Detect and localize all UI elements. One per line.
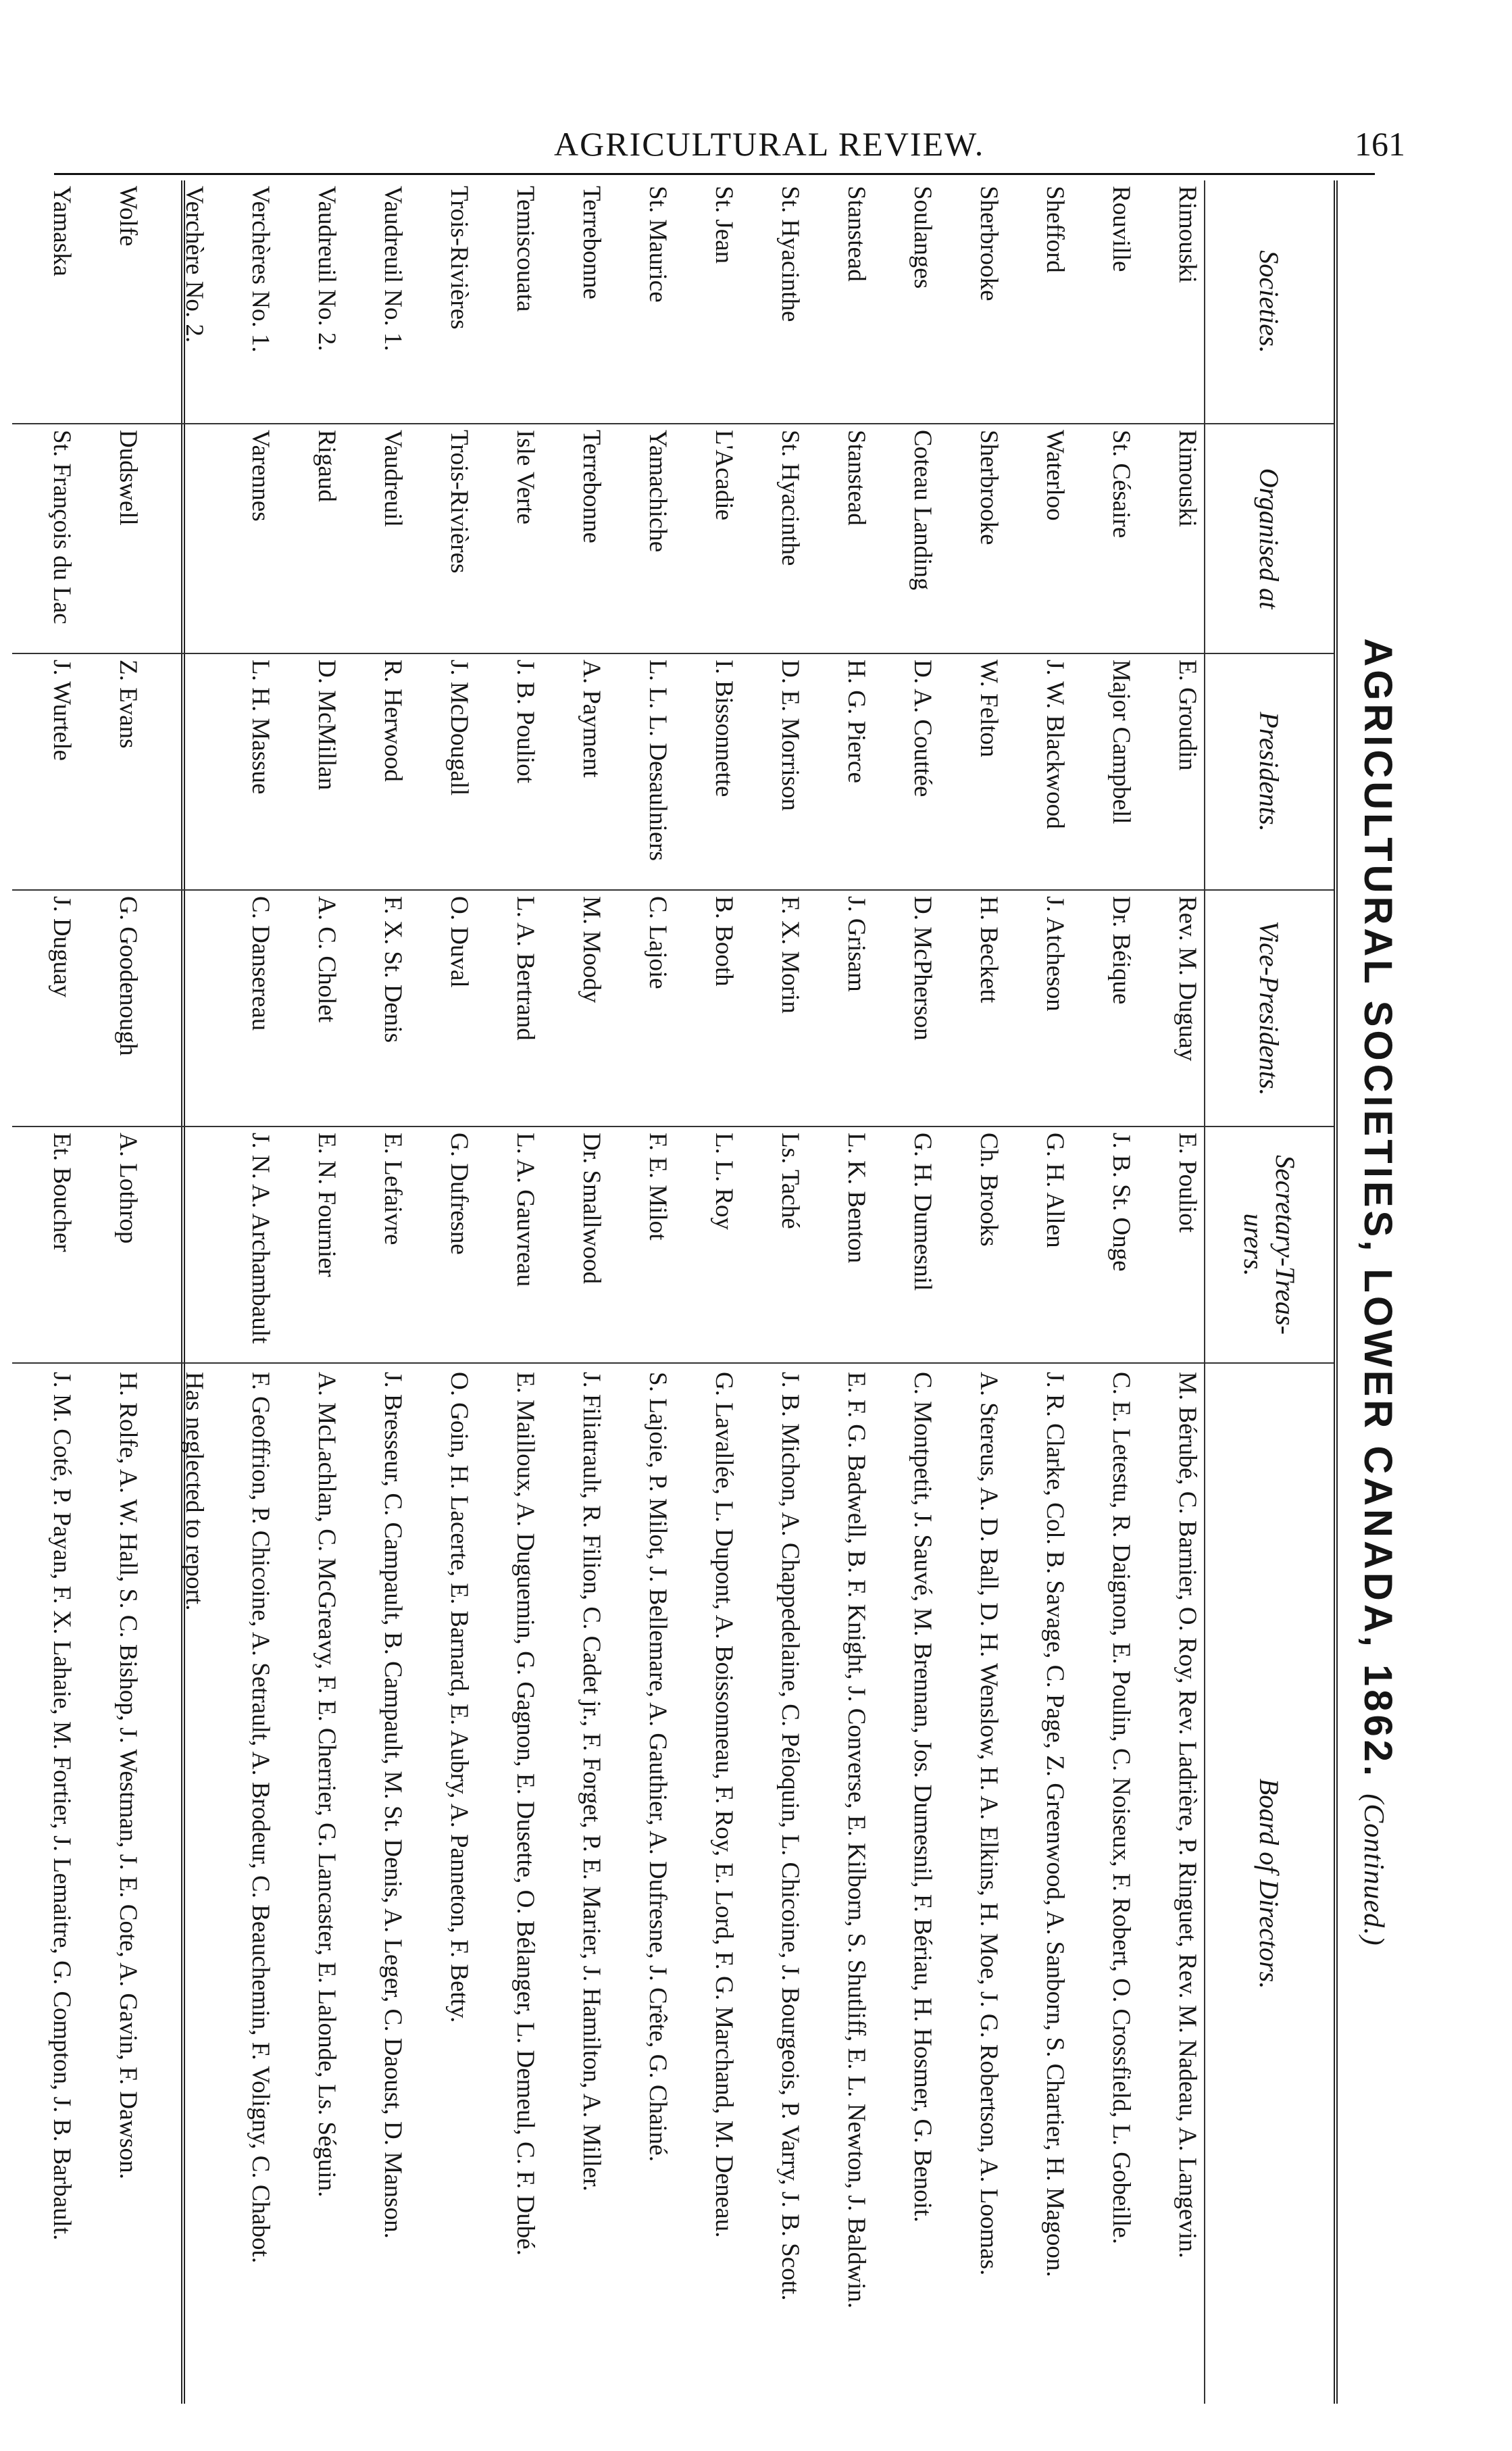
cell-society (939, 180, 1005, 424)
cell-organised-at-text: Vaudreuil (379, 430, 407, 527)
cell-secretary-treasurer (1005, 1127, 1072, 1363)
cell-president (807, 653, 873, 890)
cell-organised-at-text: Coteau Landing (909, 430, 936, 591)
cell-organised-at-text: Dudswell (114, 430, 142, 526)
column-header-societies: Societies. (1205, 180, 1334, 424)
cell-vice-president (1005, 890, 1072, 1127)
cell-president-text: D. A. Couttée (909, 660, 936, 797)
cell-vice-president (476, 890, 542, 1127)
cell-vice-president (542, 890, 608, 1127)
cell-president (873, 653, 939, 890)
cell-organised-at (873, 424, 939, 653)
cell-society (12, 180, 78, 424)
cell-board-of-directors-text: O. Goin, H. Lacerte, E. Barnard, E. Aubry, A. Panneton, F. Betty. (445, 1372, 473, 2023)
cell-secretary-treasurer (343, 1127, 409, 1363)
table-title-suffix: (Continued.) (1358, 1793, 1389, 1946)
cell-secretary-treasurer (12, 1127, 78, 1363)
cell-secretary-treasurer (277, 1127, 343, 1363)
cell-society-text: Rouville (1107, 186, 1135, 272)
cell-secretary-treasurer (211, 1127, 277, 1363)
cell-board-of-directors (1138, 1363, 1205, 2404)
cell-secretary-treasurer (608, 1127, 674, 1363)
cell-organised-at (674, 424, 740, 653)
cell-board-of-directors-text: J. R. Clarke, Col. B. Savage, C. Page, Z. Greenwood, A. Sanborn, S. Chartier, H. Magoon. (1041, 1372, 1069, 2277)
column-header-board-of-directors: Board of Directors. (1205, 1363, 1334, 2404)
cell-president (1138, 653, 1205, 890)
table-row (1138, 180, 1205, 2404)
cell-board-of-directors-text: J. M. Coté, P. Payan, F. X. Lahaie, M. Fortier, J. Lemaitre, G. Compton, J. B. Barbault. (48, 1372, 76, 2241)
cell-vice-president (807, 890, 873, 1127)
cell-society-text: Sherbrooke (975, 186, 1003, 301)
cell-organised-at (1138, 424, 1205, 653)
cell-board-of-directors-text: J. B. Michon, A. Chappedelaine, C. Péloquin, L. Chicoine, J. Bourgeois, P. Varry, J. B. Scott. (776, 1372, 804, 2301)
cell-secretary-treasurer (78, 1127, 145, 1363)
cell-president-text: J. B. Pouliot (511, 660, 539, 783)
cell-secretary-treasurer-text: L. A. Gauvreau (511, 1133, 539, 1287)
cell-president-text: A. Payment (578, 660, 605, 778)
cell-president (1005, 653, 1072, 890)
cell-society (343, 180, 409, 424)
table-row (12, 180, 78, 2404)
cell-organised-at (277, 424, 343, 653)
cell-society-text: Verchère No. 2. (180, 186, 208, 343)
cell-vice-president-text: H. Beckett (975, 896, 1003, 1004)
cell-board-of-directors (674, 1363, 740, 2404)
table-row (211, 180, 277, 2404)
cell-secretary-treasurer (674, 1127, 740, 1363)
table-row (740, 180, 807, 2404)
column-header-presidents: Presidents. (1205, 653, 1334, 890)
table-body (12, 180, 1205, 2404)
cell-vice-president (78, 890, 145, 1127)
cell-president-text: W. Felton (975, 660, 1003, 758)
cell-organised-at (608, 424, 674, 653)
table-row (343, 180, 409, 2404)
cell-vice-president (409, 890, 476, 1127)
cell-organised-at-text: L'Acadie (710, 430, 738, 521)
page-number: 161 (1355, 125, 1405, 163)
cell-society-text: Stanstead (842, 186, 870, 282)
cell-organised-at-text: Sherbrooke (975, 430, 1003, 545)
cell-board-of-directors (1005, 1363, 1072, 2404)
cell-society (211, 180, 277, 424)
cell-organised-at-text: Varennes (247, 430, 274, 522)
cell-secretary-treasurer-text: E. Pouliot (1174, 1133, 1201, 1233)
cell-society-text: Wolfe (114, 186, 142, 247)
table-row (542, 180, 608, 2404)
cell-secretary-treasurer (476, 1127, 542, 1363)
table-row (674, 180, 740, 2404)
cell-organised-at (1005, 424, 1072, 653)
cell-secretary-treasurer-text: L. L. Roy (710, 1133, 738, 1230)
cell-board-of-directors-text: S. Lajoie, P. Milot, J. Bellemare, A. Gauthier, A. Dufresne, J. Crête, G. Chainé. (644, 1372, 672, 2162)
cell-president-text: J. Wurtele (48, 660, 76, 761)
cell-secretary-treasurer-text: L. K. Benton (842, 1133, 870, 1264)
cell-board-of-directors-text: E. F. G. Badwell, B. F. Knight, J. Converse, E. Kilborn, S. Shutliff, E. L. Newton, J. Baldwin. (842, 1372, 870, 2309)
cell-secretary-treasurer (145, 1127, 211, 1363)
cell-society-text: Verchères No. 1. (247, 186, 274, 353)
cell-president-text: H. G. Pierce (842, 660, 870, 783)
cell-vice-president-text: Dr. Béique (1107, 896, 1135, 1005)
cell-organised-at (939, 424, 1005, 653)
cell-board-of-directors (1072, 1363, 1138, 2404)
cell-secretary-treasurer (939, 1127, 1005, 1363)
cell-society (1138, 180, 1205, 424)
cell-board-of-directors-text: E. Mailloux, A. Duguemin, G. Gagnon, E. Dusette, O. Bélanger, L. Demeul, C. F. Dubé. (511, 1372, 539, 2256)
cell-board-of-directors (343, 1363, 409, 2404)
cell-board-of-directors (476, 1363, 542, 2404)
cell-president (343, 653, 409, 890)
cell-society-text: Rimouski (1174, 186, 1201, 283)
table-row (608, 180, 674, 2404)
table-row (1005, 180, 1072, 2404)
cell-president (939, 653, 1005, 890)
cell-secretary-treasurer (1138, 1127, 1205, 1363)
cell-secretary-treasurer (1072, 1127, 1138, 1363)
cell-board-of-directors-text: C. Montpetit, J. Sauvé, M. Brennan, Jos. Dumesnil, F. Bériau, H. Hosmer, G. Benoit. (909, 1372, 936, 2223)
cell-organised-at (1072, 424, 1138, 653)
cell-board-of-directors-text: A. Stereus, A. D. Ball, D. H. Wenslow, H. A. Elkins, H. Moe, J. G. Robertson, A. Loomas. (975, 1372, 1003, 2276)
table-header-row (1205, 180, 1334, 2404)
cell-vice-president (608, 890, 674, 1127)
table-row (277, 180, 343, 2404)
cell-organised-at-text: Trois-Rivières (445, 430, 473, 574)
cell-vice-president-text: G. Goodenough (114, 896, 142, 1056)
table-title-text: AGRICULTURAL SOCIETIES, LOWER CANADA, 1862. (1356, 638, 1400, 1780)
cell-society-text: Terrebonne (578, 186, 605, 299)
cell-president (674, 653, 740, 890)
cell-society (873, 180, 939, 424)
cell-board-of-directors-text: Has neglected to report. (180, 1372, 208, 1611)
cell-secretary-treasurer-text: Dr. Smallwood (578, 1133, 605, 1285)
cell-organised-at-text: Isle Verte (511, 430, 539, 525)
cell-organised-at (78, 424, 145, 653)
cell-organised-at (476, 424, 542, 653)
cell-board-of-directors (939, 1363, 1005, 2404)
cell-president-text: D. E. Morrison (776, 660, 804, 812)
cell-vice-president-text: O. Duval (445, 896, 473, 988)
cell-president (740, 653, 807, 890)
cell-board-of-directors (277, 1363, 343, 2404)
cell-vice-president-text: Rev. M. Duguay (1174, 896, 1201, 1062)
running-head: AGRICULTURAL REVIEW. (554, 125, 985, 163)
cell-secretary-treasurer-text: J. N. A. Archambault (247, 1133, 274, 1344)
cell-society (608, 180, 674, 424)
cell-board-of-directors (608, 1363, 674, 2404)
cell-board-of-directors-text: J. Bresseur, C. Campault, B. Campault, M. St. Denis, A. Leger, C. Daoust, D. Manson. (379, 1372, 407, 2239)
column-header-vice-presidents: Vice-Presidents. (1205, 890, 1334, 1127)
cell-secretary-treasurer-text: F. E. Milot (644, 1133, 672, 1241)
cell-society (145, 180, 211, 424)
cell-board-of-directors (145, 1363, 211, 2404)
table-row (476, 180, 542, 2404)
cell-organised-at-text: St. Césaire (1107, 430, 1135, 539)
cell-organised-at (409, 424, 476, 653)
cell-secretary-treasurer (740, 1127, 807, 1363)
cell-organised-at (343, 424, 409, 653)
cell-organised-at-text: Rigaud (313, 430, 341, 502)
cell-board-of-directors (873, 1363, 939, 2404)
cell-president-text: E. Groudin (1174, 660, 1201, 771)
cell-board-of-directors (78, 1363, 145, 2404)
cell-society-text: Shefford (1041, 186, 1069, 273)
cell-president-text: R. Herwood (379, 660, 407, 782)
cell-society (409, 180, 476, 424)
cell-board-of-directors-text: H. Rolfe, A. W. Hall, S. C. Bishop, J. Westman, J. E. Cote, A. Gavin, F. Dawson. (114, 1372, 142, 2179)
cell-president-text: Z. Evans (114, 660, 142, 749)
column-header-secretary-treasurers: Secretary-Treas-urers. (1205, 1127, 1334, 1363)
cell-president (12, 653, 78, 890)
cell-secretary-treasurer-text: G. H. Dumesnil (909, 1133, 936, 1291)
cell-secretary-treasurer-text: G. H. Allen (1041, 1133, 1069, 1248)
cell-vice-president-text: F. X. St. Denis (379, 896, 407, 1043)
cell-vice-president (1072, 890, 1138, 1127)
cell-vice-president-text: B. Booth (710, 896, 738, 987)
cell-organised-at (12, 424, 78, 653)
cell-vice-president-text: D. McPherson (909, 896, 936, 1041)
cell-vice-president-text: J. Duguay (48, 896, 76, 998)
cell-president (542, 653, 608, 890)
cell-secretary-treasurer-text: J. B. St. Onge (1107, 1133, 1135, 1272)
cell-society (277, 180, 343, 424)
cell-organised-at-text: Terrebonne (578, 430, 605, 543)
cell-society-text: Trois-Rivières (445, 186, 473, 330)
cell-organised-at (145, 424, 211, 653)
table-title (1340, 180, 1401, 2404)
cell-president-text: L. H. Massue (247, 660, 274, 795)
cell-secretary-treasurer-text: Et. Boucher (48, 1133, 76, 1252)
cell-vice-president-text: J. Grisam (842, 896, 870, 992)
cell-organised-at-text: Waterloo (1041, 430, 1069, 521)
cell-society-text: Temiscouata (511, 186, 539, 312)
table-row (1072, 180, 1138, 2404)
cell-board-of-directors-text: C. E. Letestu, R. Daignon, E. Poulin, C. Noiseux, F. Robert, O. Crossfield, L. Gobeille. (1107, 1372, 1135, 2244)
cell-secretary-treasurer (409, 1127, 476, 1363)
societies-table (12, 180, 1334, 2404)
cell-board-of-directors-text: G. Lavallée, L. Dupont, A. Boissonneau, F. Roy, E. Lord, F. G. Marchand, M. Deneau. (710, 1372, 738, 2238)
table-row (145, 180, 211, 2404)
cell-president-text: Major Campbell (1107, 660, 1135, 824)
cell-organised-at-text: Stanstead (842, 430, 870, 526)
cell-secretary-treasurer-text: E. Lefaivre (379, 1133, 407, 1245)
cell-vice-president-text: M. Moody (578, 896, 605, 1004)
cell-secretary-treasurer-text: G. Dufresne (445, 1133, 473, 1255)
cell-secretary-treasurer-text: Ch. Brooks (975, 1133, 1003, 1247)
cell-vice-president (674, 890, 740, 1127)
cell-president-text: J. McDougall (445, 660, 473, 796)
cell-board-of-directors (409, 1363, 476, 2404)
cell-society (1072, 180, 1138, 424)
cell-vice-president (939, 890, 1005, 1127)
table-row (873, 180, 939, 2404)
cell-vice-president (211, 890, 277, 1127)
cell-president (78, 653, 145, 890)
cell-vice-president (873, 890, 939, 1127)
cell-board-of-directors-text: A. McLachlan, C. McGreavy, F. E. Cherrier, G. Lancaster, E. Lalonde, Ls. Séguin. (313, 1372, 341, 2198)
cell-organised-at-text: St. Hyacinthe (776, 430, 804, 566)
cell-society-text: Soulanges (909, 186, 936, 289)
cell-president (409, 653, 476, 890)
cell-society (740, 180, 807, 424)
cell-board-of-directors-text: J. Filiatrault, R. Filion, C. Cadet jr., F. Forget, P. E. Marier, J. Hamilton, A. Miller. (578, 1372, 605, 2192)
cell-board-of-directors (211, 1363, 277, 2404)
page-header (122, 120, 1405, 170)
cell-president (145, 653, 211, 890)
cell-president (608, 653, 674, 890)
cell-board-of-directors (542, 1363, 608, 2404)
cell-president-text: J. W. Blackwood (1041, 660, 1069, 829)
cell-president-text: D. McMillan (313, 660, 341, 791)
cell-president (277, 653, 343, 890)
cell-secretary-treasurer-text: A. Lothrop (114, 1133, 142, 1244)
cell-president-text: I. Bissonnette (710, 660, 738, 797)
table-row (78, 180, 145, 2404)
cell-vice-president (740, 890, 807, 1127)
table-row (409, 180, 476, 2404)
cell-vice-president-text: C. Lajoie (644, 896, 672, 989)
cell-society (807, 180, 873, 424)
cell-organised-at (542, 424, 608, 653)
cell-board-of-directors (807, 1363, 873, 2404)
table-row (807, 180, 873, 2404)
cell-board-of-directors (740, 1363, 807, 2404)
cell-vice-president-text: F. X. Morin (776, 896, 804, 1014)
cell-board-of-directors-text: M. Bérubé, C. Barnier, O. Roy, Rev. Ladrière, P. Ringuet, Rev. M. Nadeau, A. Langevin. (1174, 1372, 1201, 2258)
cell-organised-at (807, 424, 873, 653)
cell-vice-president (12, 890, 78, 1127)
cell-secretary-treasurer (807, 1127, 873, 1363)
societies-table-frame (48, 180, 1338, 2404)
cell-society (674, 180, 740, 424)
cell-vice-president-text: C. Dansereau (247, 896, 274, 1031)
cell-society-text: Yamaska (48, 186, 76, 276)
cell-society-text: St. Maurice (644, 186, 672, 303)
cell-organised-at-text: Rimouski (1174, 430, 1201, 527)
cell-vice-president (145, 890, 211, 1127)
cell-society (476, 180, 542, 424)
cell-secretary-treasurer-text: E. N. Fournier (313, 1133, 341, 1277)
cell-vice-president (343, 890, 409, 1127)
cell-organised-at (211, 424, 277, 653)
cell-organised-at (740, 424, 807, 653)
cell-president-text: L. L. L. Desaulniers (644, 660, 672, 861)
cell-board-of-directors (12, 1363, 78, 2404)
cell-vice-president-text: J. Atcheson (1041, 896, 1069, 1012)
cell-society (1005, 180, 1072, 424)
cell-society-text: Vaudreuil No. 1. (379, 186, 407, 351)
cell-secretary-treasurer-text: Ls. Taché (776, 1133, 804, 1229)
cell-society-text: St. Hyacinthe (776, 186, 804, 322)
rotated-table-stage (48, 180, 1402, 2404)
table-row (939, 180, 1005, 2404)
column-header-organised-at: Organised at (1205, 424, 1334, 653)
cell-board-of-directors-text: F. Geoffrion, P. Chicoine, A. Setrault, A. Brodeur, C. Beauchemin, F. Voligny, C. Chabot. (247, 1372, 274, 2264)
cell-organised-at-text: St. François du Lac (48, 430, 76, 624)
cell-vice-president (1138, 890, 1205, 1127)
cell-president (1072, 653, 1138, 890)
cell-organised-at-text: Yamachiche (644, 430, 672, 553)
cell-society-text: Vaudreuil No. 2. (313, 186, 341, 351)
header-rule (54, 173, 1375, 175)
cell-society-text: St. Jean (710, 186, 738, 264)
cell-society (542, 180, 608, 424)
cell-secretary-treasurer (873, 1127, 939, 1363)
cell-vice-president-text: L. A. Bertrand (511, 896, 539, 1041)
cell-president (476, 653, 542, 890)
cell-secretary-treasurer (542, 1127, 608, 1363)
cell-vice-president-text: A. C. Cholet (313, 896, 341, 1023)
cell-society (78, 180, 145, 424)
cell-president (211, 653, 277, 890)
cell-vice-president (277, 890, 343, 1127)
